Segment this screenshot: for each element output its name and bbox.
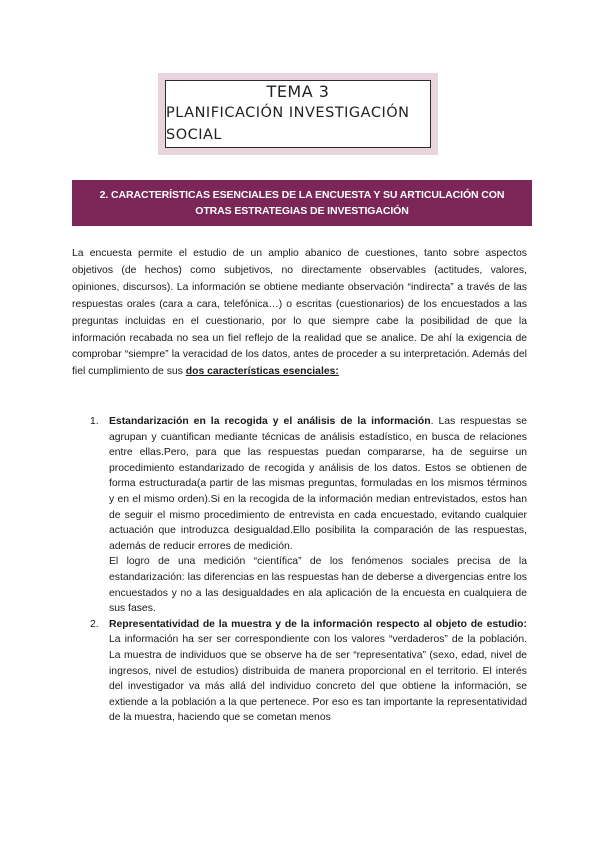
topic-title: PLANIFICACIÓN INVESTIGACIÓN SOCIAL [166, 105, 410, 143]
list-item-text: . Las respuestas se agrupan y cuantifican mediante técnicas de análisis estadístico, en busca de relaciones entre ellas.Pero, para que las respuestas puedan compararse, ha de seguirse un procedimiento estandarizado de recogida y análisis de los datos. Estos se obtienen de forma estructurada(a partir de las mismas preguntas, formuladas en los mismos términos y en el mismo orden).Si en la recogida de la información median entrevistados, estos han de seguir el mismo procedimiento de entrevista en cada encuestado, evitando cualquier actuación que introduzca desigualdad.Ello posibilita la comparación de las respuestas, además de reducir errores de medición. [109, 416, 527, 552]
list-number: 2. [90, 618, 99, 630]
list-number: 1. [90, 416, 99, 427]
list-item-paragraph [109, 617, 527, 726]
list-item [72, 414, 527, 617]
intro-emphasis: dos características esenciales: [185, 366, 339, 378]
list-item-lead: Representatividad de la muestra y de la información respecto al objeto de estudio: [109, 618, 527, 630]
list-item-text: La información ha ser ser correspondiente con los valores “verdaderos” de la población. La muestra de individuos que se observe ha de ser “representativa” (sexo, edad, nivel de ingresos, nivel de estudios) distribuida de manera proporcional en el territorio. El interés del investigador va más allá del individuo concreto del que obtiene la información, se extiende a la población a la que pertenece. Por eso es tan importante la representatividad de la muestra, haciendo que se cometan menos [109, 634, 527, 724]
characteristics-list [72, 414, 527, 726]
intro-paragraph [72, 246, 527, 381]
topic-number: TEMA 3 [266, 82, 330, 101]
list-item [72, 617, 527, 726]
section-banner [72, 180, 532, 226]
title-frame [158, 73, 438, 155]
intro-text: La encuesta permite el estudio de un amplio abanico de cuestiones, tanto sobre aspectos objetivos (de hechos) como subjetivos, no directamente observables (actitudes, valores, opiniones, discursos). La información se obtiene mediante observación “indirecta” a través de las respuestas orales (cara a cara, telefónica…) o escritas (cuestionarios) de los encuestados a las preguntas incluidas en el cuestionario, por lo que siempre cabe la posibilidad de que la información recabada no sea un fiel reflejo de la realidad que se analice. De ahí la exigencia de comprobar “siempre” la veracidad de los datos, antes de proceder a su interpretación. Además del fiel cumplimiento de sus [72, 248, 527, 378]
list-item-extra: El logro de una medición “científica” de los fenómenos sociales precisa de la estandarización: las diferencias en las respuestas han de deberse a divergencias entre los encuestados y no a las desigualdades en ala aplicación de la encuesta en cualquiera de sus fases. [109, 556, 527, 615]
list-item-lead: Estandarización en la recogida y el análisis de la información [109, 416, 431, 427]
list-item-paragraph [109, 414, 527, 554]
title-box [165, 80, 431, 148]
section-heading: 2. CARACTERÍSTICAS ESENCIALES DE LA ENCUESTA Y SU ARTICULACIÓN CON OTRAS ESTRATEGIAS DE INVESTIGACIÓN [99, 189, 505, 217]
